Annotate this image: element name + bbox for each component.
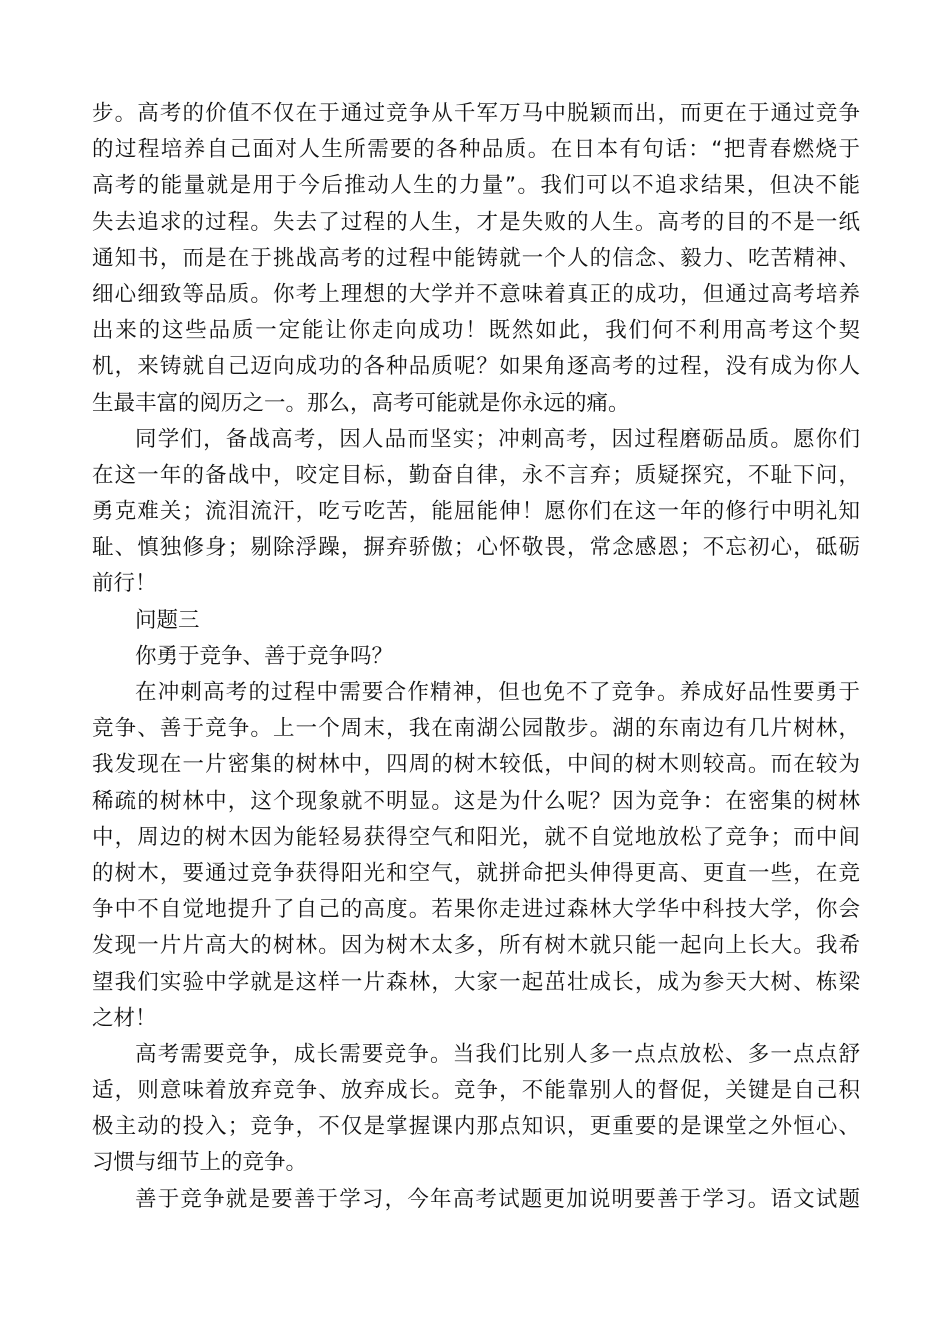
text-line: 之材！ xyxy=(92,1005,157,1031)
text-line: 争中不自觉地提升了自己的高度。若果你走进过森林大学华中科技大学，你会 xyxy=(92,897,860,923)
text-line: 失去追求的过程。失去了过程的人生，才是失败的人生。高考的目的不是一纸 xyxy=(92,209,860,235)
text-line: 细心细致等品质。你考上理想的大学并不意味着真正的成功，但通过高考培养 xyxy=(92,281,860,307)
text-line: 机，来铸就自己迈向成功的各种品质呢？如果角逐高考的过程，没有成为你人 xyxy=(92,354,860,380)
text-line: 高考的能量就是用于今后推动人生的力量”。我们可以不追求结果，但决不能 xyxy=(92,173,860,199)
text-line: 的树木，要通过竞争获得阳光和空气，就拼命把头伸得更高、更直一些，在竞 xyxy=(92,860,860,886)
text-line: 稀疏的树林中，这个现象就不明显。这是为什么呢？因为竞争：在密集的树林 xyxy=(92,788,860,814)
text-line: 通知书，而是在于挑战高考的过程中能铸就一个人的信念、毅力、吃苦精神、 xyxy=(92,245,860,271)
text-line: 同学们，备战高考，因人品而坚实；冲刺高考，因过程磨砺品质。愿你们 xyxy=(135,426,860,452)
text-line: 发现一片片高大的树林。因为树木太多，所有树木就只能一起向上长大。我希 xyxy=(92,933,860,959)
text-line: 耻、慎独修身；剔除浮躁，摒弃骄傲；心怀敬畏，常念感恩；不忘初心，砥砺 xyxy=(92,535,860,561)
document-body xyxy=(92,96,860,1218)
text-line: 在这一年的备战中，咬定目标，勤奋自律，永不言弃；质疑探究，不耻下问， xyxy=(92,462,860,488)
text-line: 勇克难关；流泪流汗，吃亏吃苦，能屈能伸！愿你们在这一年的修行中明礼知 xyxy=(92,499,860,525)
text-line: 前行！ xyxy=(92,571,157,597)
text-line: 适，则意味着放弃竞争、放弃成长。竞争，不能靠别人的督促，关键是自己积 xyxy=(92,1078,860,1104)
text-line: 在冲刺高考的过程中需要合作精神，但也免不了竞争。养成好品性要勇于 xyxy=(135,680,860,705)
text-line: 我发现在一片密集的树林中，四周的树木较低，中间的树木则较高。而在较为 xyxy=(92,752,860,778)
text-line: 出来的这些品质一定能让你走向成功！既然如此，我们何不利用高考这个契 xyxy=(92,318,860,344)
text-line: 习惯与细节上的竞争。 xyxy=(92,1150,308,1176)
text-line: 高考需要竞争，成长需要竞争。当我们比别人多一点点放松、多一点点舒 xyxy=(135,1041,860,1067)
text-line: 极主动的投入；竞争，不仅是掌握课内那点知识，更重要的是课堂之外恒心、 xyxy=(92,1114,860,1140)
text-line: 步。高考的价值不仅在于通过竞争从千军万马中脱颖而出，而更在于通过竞争 xyxy=(92,101,860,126)
text-line: 中，周边的树木因为能轻易获得空气和阳光，就不自觉地放松了竞争；而中间 xyxy=(92,824,860,850)
text-line: 你勇于竞争、善于竞争吗？ xyxy=(135,643,394,669)
text-line: 问题三 xyxy=(135,607,200,633)
text-line: 竞争、善于竞争。上一个周末，我在南湖公园散步。湖的东南边有几片树林， xyxy=(92,716,860,742)
text-line: 的过程培养自己面对人生所需要的各种品质。在日本有句话：“把青春燃烧于 xyxy=(92,137,860,163)
text-line: 善于竞争就是要善于学习，今年高考试题更加说明要善于学习。语文试题 xyxy=(135,1186,860,1212)
text-line: 望我们实验中学就是这样一片森林，大家一起茁壮成长，成为参天大树、栋梁 xyxy=(92,969,860,995)
text-line: 生最丰富的阅历之一。那么，高考可能就是你永远的痛。 xyxy=(92,390,630,416)
